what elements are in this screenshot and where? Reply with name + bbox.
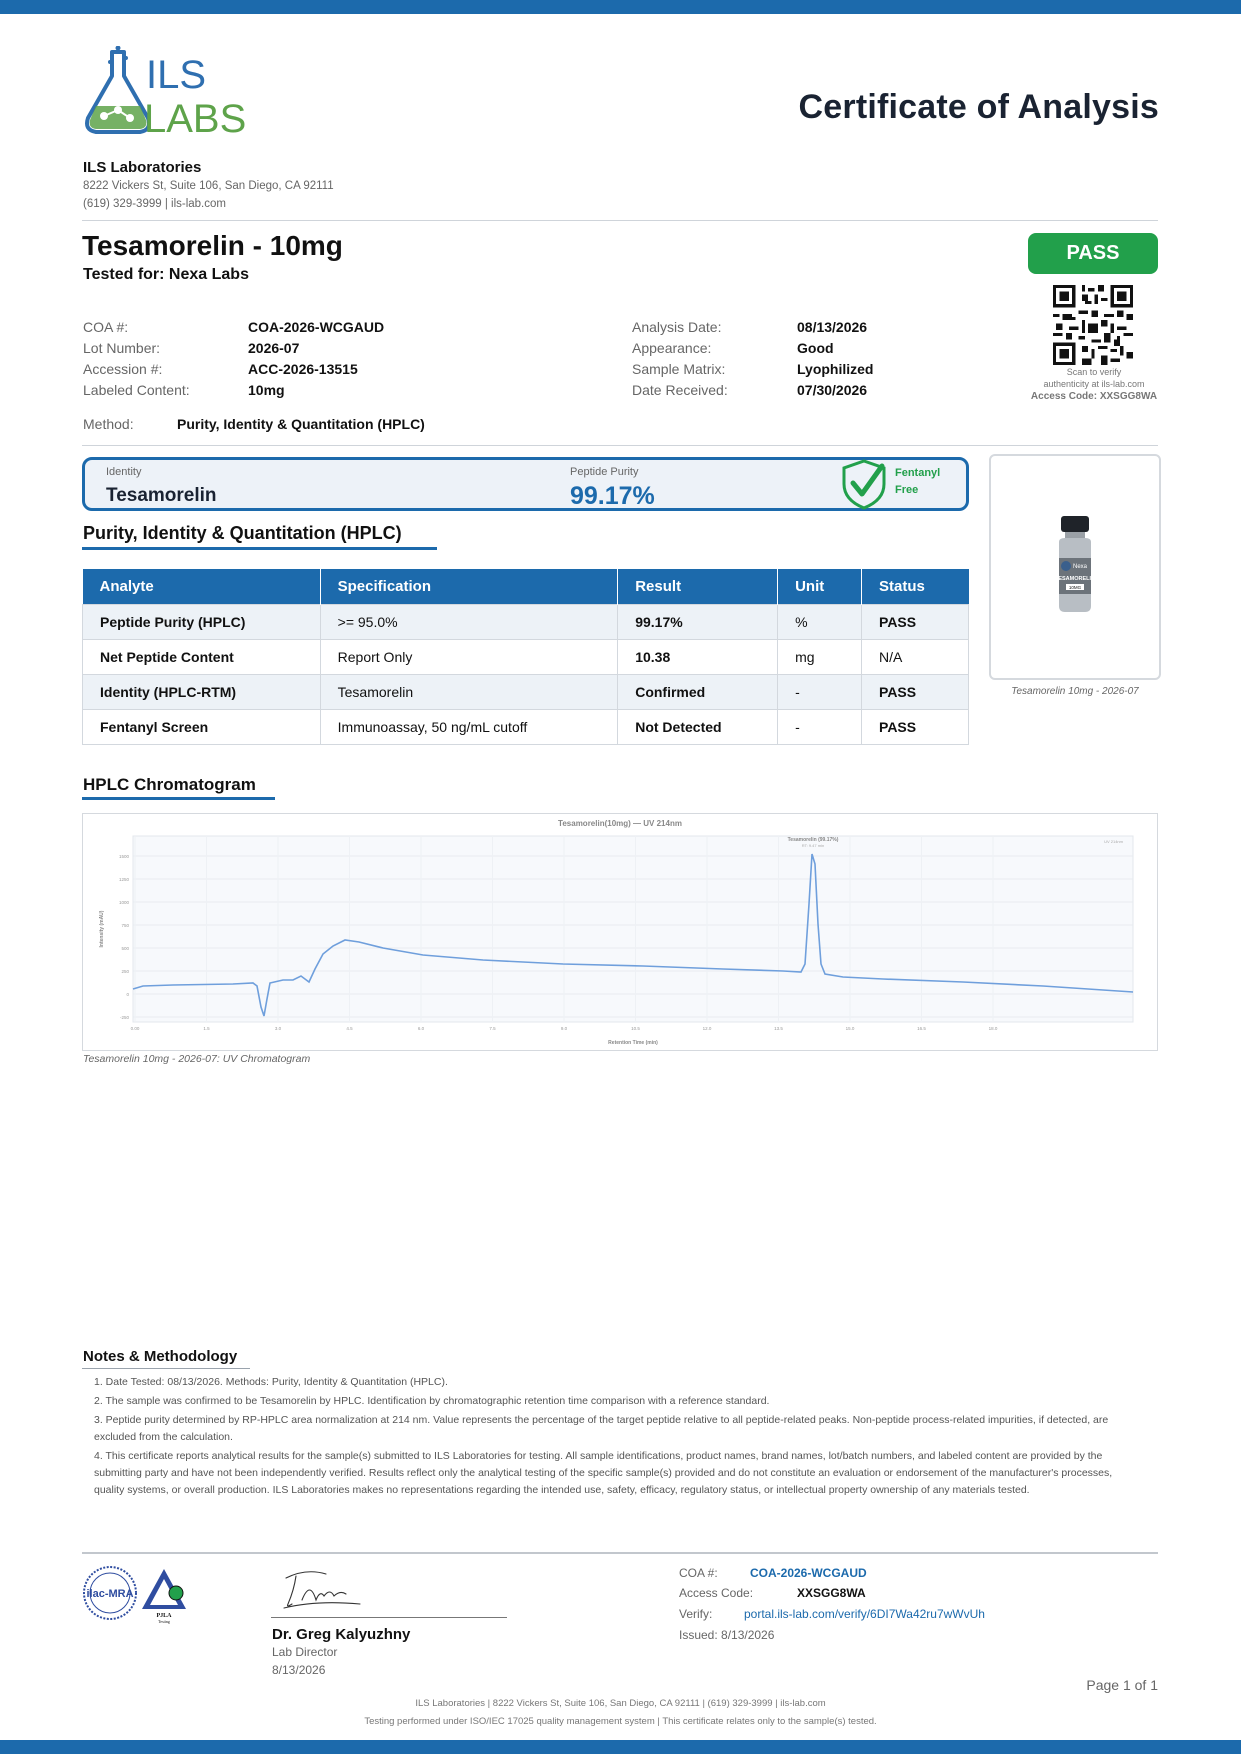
note-item: 1. Date Tested: 08/13/2026. Methods: Purity, Identity & Quantitation (HPLC). [94,1376,448,1388]
footer-access-label: Access Code: [679,1586,754,1600]
analyte-cell: Net Peptide Content [83,639,321,674]
vial-image [1035,514,1115,614]
y-tick-label: 0 [126,992,129,997]
top-accent-bar [0,0,1241,14]
footer-coa-value: COA-2026-WCGAUD [750,1566,867,1580]
column-header: Status [862,569,969,604]
signer-name: Dr. Greg Kalyuzhny [272,1626,411,1643]
note-item: 4. This certificate reports analytical results for the sample(s) submitted to ILS Laboratories for testing. All sample identifications, product names, brand names, lot/batch numbers, and labeled content are provided by the submitting party and have not been independently verified. Results reflect only the analytical testing of the specific sample(s) provided and do not constitute an evaluation or endorsement of the manufacturer's processes, quality systems, or overall production. ILS Laboratories makes no representations regarding the intended use, safety, efficacy, regulatory status, or intellectual property ownership of any materials tested. [94,1450,1113,1496]
bottom-accent-bar [0,1740,1241,1754]
column-header: Result [618,569,778,604]
logo-text-labs: LABS [144,97,247,138]
table-header-row [83,569,969,604]
status-cell: PASS [862,604,969,639]
date-received: 07/30/2026 [797,382,868,398]
result-cell: 10.38 [618,639,778,674]
signature-line [271,1617,507,1618]
fentanyl-free-label: Fentanyl [895,467,941,479]
note-item: 2. The sample was confirmed to be Tesamorelin by HPLC. Identification by chromatographic retention time comparison with a reference standard. [94,1395,770,1407]
column-header: Unit [778,569,862,604]
info-label: Lot Number: [83,340,161,356]
status-cell: PASS [862,709,969,744]
lab-contact: (619) 329-3999 | ils-lab.com [83,198,226,210]
x-tick-label: 12.0 [702,1026,712,1031]
notes-heading: Notes & Methodology [83,1348,238,1365]
shield-check-icon [838,458,890,510]
analyte-cell: Peptide Purity (HPLC) [83,604,321,639]
ilac-mra-logo: ilac-MRA [86,1588,134,1600]
appearance: Good [797,340,834,356]
method-value: Purity, Identity & Quantitation (HPLC) [177,416,425,432]
footer-divider [82,1552,1158,1554]
y-tick-label: 1500 [118,854,129,859]
x-tick-label: 9.0 [560,1026,568,1031]
unit-cell: - [778,709,862,744]
y-ticks [119,854,130,1020]
x-ticks [131,1026,998,1031]
product-name: Tesamorelin - 10mg [82,230,343,261]
sample-matrix: Lyophilized [797,361,874,377]
page-number: Page 1 of 1 [1086,1677,1158,1693]
footer-coa-label: COA #: [679,1566,718,1580]
specification-cell: Immunoassay, 50 ng/mL cutoff [320,709,618,744]
x-axis-label: Retention Time (min) [608,1040,658,1046]
x-tick-label: 4.5 [346,1026,353,1031]
document-title: Certificate of Analysis [798,88,1159,126]
footer-verify-label: Verify: [679,1607,713,1621]
pjla-logo: PJLA [156,1613,172,1619]
logo-text-ils: ILS [146,53,207,97]
identity-label: Identity [106,466,142,478]
x-tick-label: 16.5 [917,1026,926,1031]
pass-badge: PASS [1028,233,1158,274]
qr-caption: Scan to verify [1066,367,1122,377]
specification-cell: >= 95.0% [320,604,618,639]
column-header: Specification [320,569,618,604]
coa-number: COA-2026-WCGAUD [248,319,385,335]
lab-name: ILS Laboratories [83,159,202,176]
vial-brand: Nexa [1073,564,1088,570]
identity-value: Tesamorelin [106,485,217,506]
table-row [83,709,969,744]
y-tick-label: 500 [121,946,129,951]
analyte-cell: Fentanyl Screen [83,709,321,744]
x-tick-label: 0.00 [130,1026,140,1031]
specification-cell: Report Only [320,639,618,674]
footer-address: ILS Laboratories | 8222 Vickers St, Suite 106, San Diego, CA 92111 | (619) 329-3999 | ils-lab.com [415,1698,826,1709]
peak-sublabel: RT: 9.47 min [801,843,825,848]
y-tick-label: 750 [121,923,129,928]
y-tick-label: -250 [119,1015,129,1020]
signer-title: Lab Director [272,1645,338,1659]
qr-caption: authenticity at ils-lab.com [1043,379,1145,389]
access-code-caption: Access Code: XXSGG8WA [1030,391,1158,402]
x-tick-label: 1.5 [203,1026,210,1031]
purity-value: 99.17% [570,482,655,510]
plot-title: Tesamorelin(10mg) — UV 214nm [558,819,682,828]
ils-labs-logo [82,46,272,138]
info-label: Appearance: [632,340,712,356]
footer-disclaimer: Testing performed under ISO/IEC 17025 quality management system | This certificate relates only to the sample(s) tested. [364,1716,877,1727]
y-tick-label: 1000 [118,900,129,905]
note-item: 3. Peptide purity determined by RP-HPLC area normalization at 214 nm. Value represents the percentage of the target peptide relative to all peptide-related peaks. Non-peptide process-related impurities, if detected, are excluded from the calculation. [94,1414,1109,1443]
x-tick-label: 3.0 [274,1026,282,1031]
status-cell: PASS [862,674,969,709]
analysis-date: 08/13/2026 [797,319,868,335]
signer-date: 8/13/2026 [272,1663,326,1677]
method-label: Method: [83,416,134,432]
results-table [82,569,969,745]
chromatogram-caption: Tesamorelin 10mg - 2026-07: UV Chromatogram [83,1053,311,1065]
heading-underline [82,1368,250,1369]
divider [82,445,1158,446]
y-tick-label: 250 [121,969,129,974]
table-row [83,674,969,709]
unit-cell: - [778,674,862,709]
peak-label: Tesamorelin (99.17%) [787,837,839,843]
chromatogram-heading: HPLC Chromatogram [83,775,256,794]
table-row [83,639,969,674]
purity-label: Peptide Purity [570,466,639,478]
x-tick-label: 18.0 [988,1026,998,1031]
verify-link[interactable]: portal.ils-lab.com/verify/6DI7Wa42ru7wWvUh [744,1607,985,1621]
fentanyl-free-label: Free [895,484,919,496]
info-label: Analysis Date: [632,319,722,335]
x-tick-label: 7.5 [489,1026,496,1031]
chromatogram-plot [83,814,1157,1050]
heading-underline [82,547,437,550]
info-label: Sample Matrix: [632,361,726,377]
lab-address: 8222 Vickers St, Suite 106, San Diego, CA 92111 [83,180,334,192]
signature-image [276,1560,376,1612]
result-cell: Confirmed [618,674,778,709]
analyte-cell: Identity (HPLC-RTM) [83,674,321,709]
chromatogram-frame [82,813,1158,1051]
info-label: Accession #: [83,361,163,377]
pjla-logo-sub: Testing [158,1619,170,1624]
x-tick-label: 10.5 [631,1026,640,1031]
info-label: Labeled Content: [83,382,190,398]
qr-code[interactable] [1053,285,1133,365]
accreditation-logos [82,1565,194,1629]
unit-cell: mg [778,639,862,674]
y-axis-label: Intensity (mAU) [99,910,105,948]
result-cell: 99.17% [618,604,778,639]
heading-underline [82,797,275,800]
unit-cell: % [778,604,862,639]
x-tick-label: 15.0 [845,1026,855,1031]
column-header: Analyte [83,569,321,604]
info-label: COA #: [83,319,129,335]
labeled-content: 10mg [248,382,285,398]
photo-caption: Tesamorelin 10mg - 2026-07 [1011,686,1139,697]
table-row [83,604,969,639]
accession-number: ACC-2026-13515 [248,361,358,377]
x-tick-label: 6.0 [417,1026,425,1031]
info-label: Date Received: [632,382,728,398]
y-tick-label: 1250 [118,877,129,882]
vial-label: TESAMORELIN [1054,576,1096,582]
plot-legend: UV 214nm [1104,839,1123,844]
issued-date: Issued: 8/13/2026 [679,1628,775,1642]
results-heading: Purity, Identity & Quantitation (HPLC) [83,523,402,543]
footer-access-value: XXSGG8WA [797,1586,866,1600]
tested-for: Tested for: Nexa Labs [83,266,249,283]
specification-cell: Tesamorelin [320,674,618,709]
x-tick-label: 13.5 [774,1026,783,1031]
lot-number: 2026-07 [248,340,300,356]
result-cell: Not Detected [618,709,778,744]
divider [82,220,1158,221]
vial-dose: 10MG [1068,585,1082,590]
product-photo-frame [989,454,1161,680]
status-cell: N/A [862,639,969,674]
